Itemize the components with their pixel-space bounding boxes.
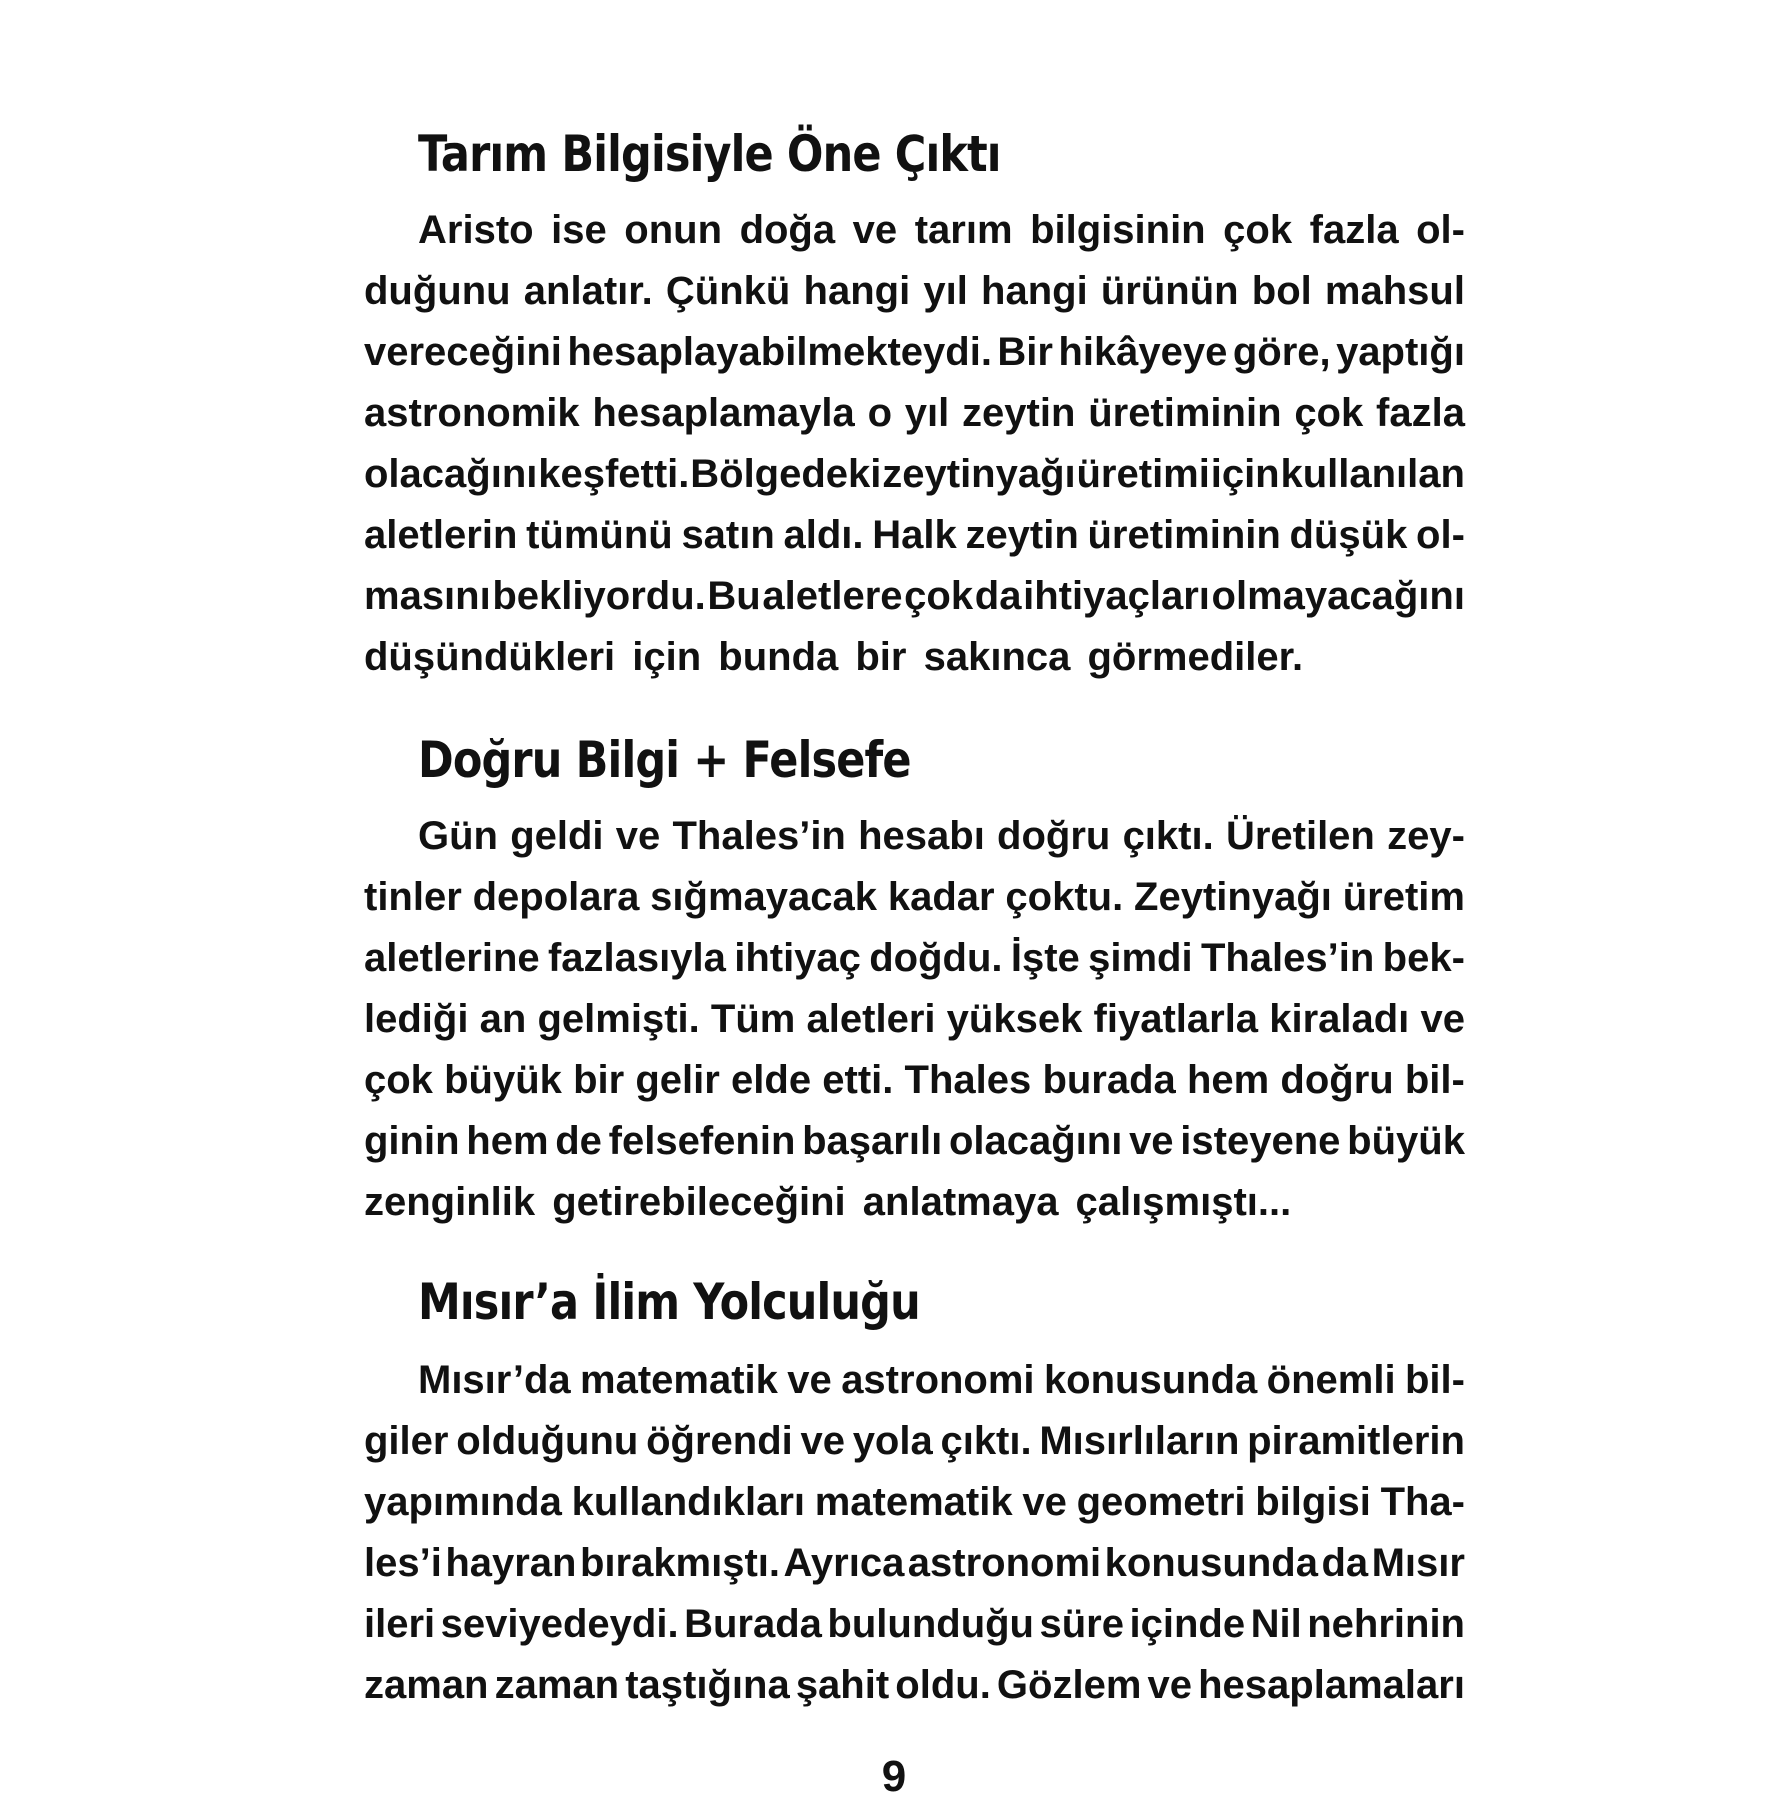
paragraph-line: astronomik hesaplamayla o yıl zeytin üretiminin çok fazla xyxy=(364,391,1465,435)
paragraph-line: ginin hem de felsefenin başarılı olacağını ve isteyene büyük xyxy=(364,1119,1465,1163)
paragraph-line: duğunu anlatır. Çünkü hangi yıl hangi ürünün bol mahsul xyxy=(364,269,1465,313)
paragraph-line: lediği an gelmişti. Tüm aletleri yüksek fiyatlarla kiraladı ve xyxy=(364,997,1465,1041)
paragraph-tarim xyxy=(364,200,1465,688)
paragraph-line: zenginlik getirebileceğini anlatmaya çalışmıştı... xyxy=(364,1180,1292,1224)
paragraph-line: vereceğini hesaplayabilmekteydi. Bir hikâyeye göre, yaptığı xyxy=(364,330,1465,374)
paragraph-line: tinler depolara sığmayacak kadar çoktu. Zeytinyağı üretim xyxy=(364,875,1465,919)
paragraph-line: yapımında kullandıkları matematik ve geometri bilgisi Tha- xyxy=(364,1480,1465,1524)
paragraph-line: Mısır’da matematik ve astronomi konusunda önemli bil- xyxy=(418,1358,1465,1402)
paragraph-misir xyxy=(364,1350,1465,1716)
paragraph-line: Aristo ise onun doğa ve tarım bilgisinin çok fazla ol- xyxy=(418,208,1465,252)
paragraph-dogru-bilgi xyxy=(364,806,1465,1233)
section-heading-tarim: Tarım Bilgisiyle Öne Çıktı xyxy=(418,125,1001,183)
paragraph-line: ileri seviyedeydi. Burada bulunduğu süre içinde Nil nehrinin xyxy=(364,1602,1465,1646)
paragraph-line: giler olduğunu öğrendi ve yola çıktı. Mısırlıların piramitlerin xyxy=(364,1419,1465,1463)
page-number: 9 xyxy=(881,1752,907,1801)
paragraph-line: çok büyük bir gelir elde etti. Thales burada hem doğru bil- xyxy=(364,1058,1465,1102)
section-heading-dogru-bilgi: Doğru Bilgi + Felsefe xyxy=(418,731,911,789)
paragraph-line: aletlerine fazlasıyla ihtiyaç doğdu. İşte şimdi Thales’in bek- xyxy=(364,936,1465,980)
paragraph-line: zaman zaman taştığına şahit oldu. Gözlem ve hesaplamaları xyxy=(364,1663,1465,1707)
paragraph-line: düşündükleri için bunda bir sakınca görmediler. xyxy=(364,635,1304,679)
paragraph-line: masını bekliyordu. Bu aletlere çok da ihtiyaçları olmayacağını xyxy=(364,574,1465,618)
paragraph-line: Gün geldi ve Thales’in hesabı doğru çıktı. Üretilen zey- xyxy=(418,814,1465,858)
paragraph-line: aletlerin tümünü satın aldı. Halk zeytin üretiminin düşük ol- xyxy=(364,513,1465,557)
section-heading-misir: Mısır’a İlim Yolculuğu xyxy=(418,1273,920,1331)
paragraph-line: les’i hayran bırakmıştı. Ayrıca astronomi konusunda da Mısır xyxy=(364,1541,1465,1585)
paragraph-line: olacağını keşfetti. Bölgedeki zeytinyağı üretimi için kullanılan xyxy=(364,452,1465,496)
